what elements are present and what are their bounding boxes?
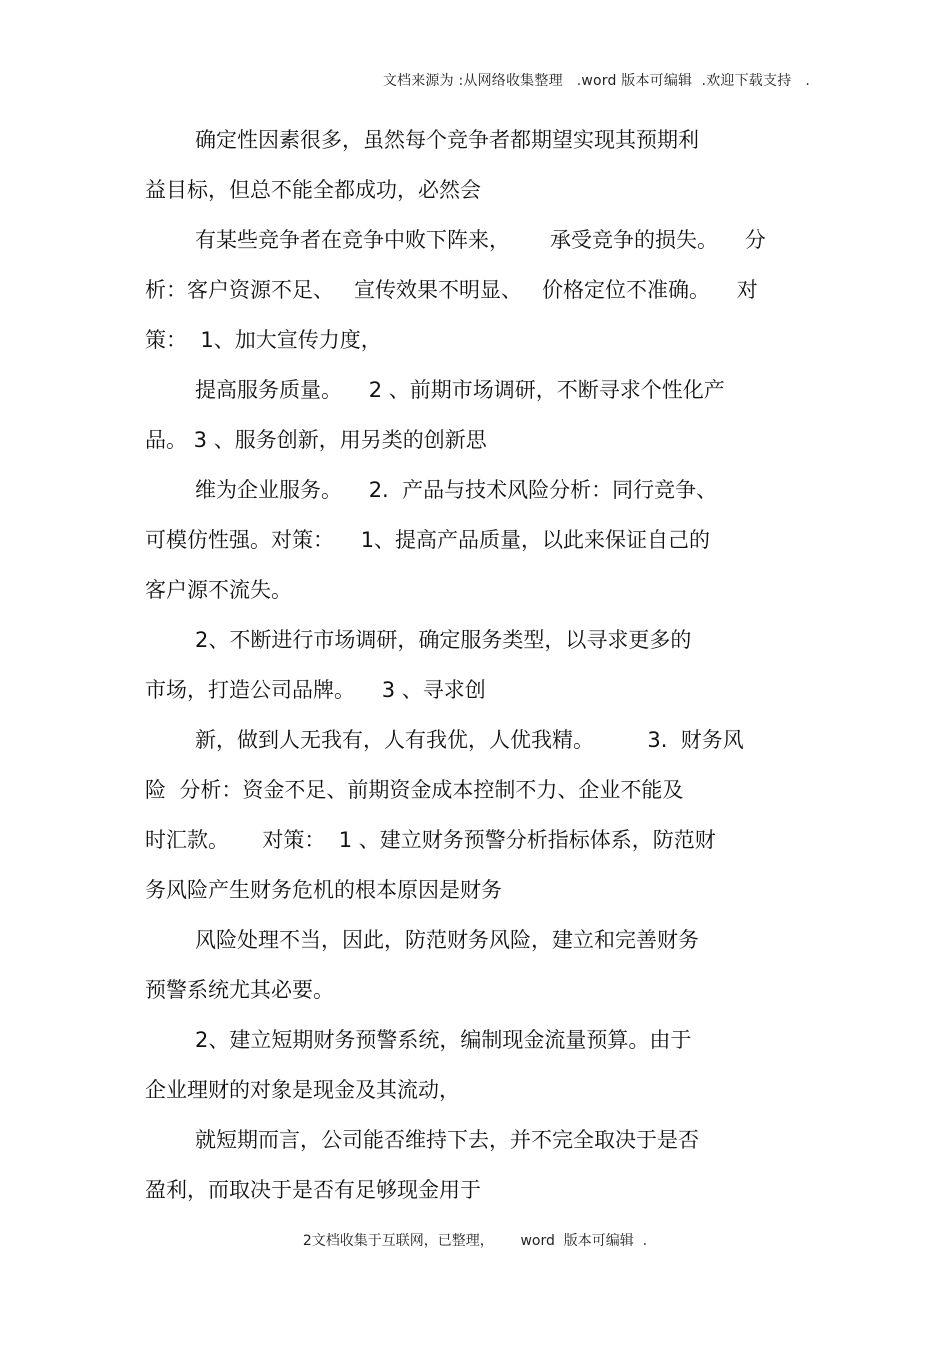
- text-line: 析：客户资源不足、 宣传效果不明显、 价格定位不准确。 对: [145, 278, 758, 302]
- text-line: 企业理财的对象是现金及其流动，: [145, 1078, 460, 1102]
- page-footer: 2文档收集于互联网，已整理， word 版本可编辑 .: [302, 1233, 648, 1249]
- text-line: 盈利，而取决于是否有足够现金用于: [145, 1178, 481, 1202]
- text-line: 务风险产生财务危机的根本原因是财务: [145, 878, 502, 902]
- text-line: 确定性因素很多，虽然每个竞争者都期望实现其预期利: [195, 128, 699, 152]
- text-line: 险 分析：资金不足、前期资金成本控制不力、企业不能及: [145, 778, 684, 802]
- text-line: 客户源不流失。: [145, 578, 292, 602]
- text-line: 提高服务质量。 2 、前期市场调研，不断寻求个性化产: [195, 378, 725, 402]
- text-line: 新，做到人无我有，人有我优，人优我精。 3. 财务风: [195, 728, 744, 752]
- text-line: 策： 1、加大宣传力度，: [145, 328, 382, 352]
- text-line: 预警系统尤其必要。: [145, 978, 334, 1002]
- text-line: 有某些竞争者在竞争中败下阵来， 承受竞争的损失。 分: [195, 228, 766, 252]
- text-line: 益目标，但总不能全都成功，必然会: [145, 178, 481, 202]
- text-line: 风险处理不当，因此，防范财务风险，建立和完善财务: [195, 928, 699, 952]
- text-line: 就短期而言，公司能否维持下去，并不完全取决于是否: [195, 1128, 699, 1152]
- page-header: 文档来源为 :从网络收集整理 .word 版本可编辑 .欢迎下载支持 .: [382, 73, 810, 89]
- text-line: 时汇款。 对策： 1 、建立财务预警分析指标体系，防范财: [145, 828, 716, 852]
- text-line: 2、不断进行市场调研，确定服务类型，以寻求更多的: [195, 628, 692, 652]
- text-line: 2、建立短期财务预警系统，编制现金流量预算。由于: [195, 1028, 692, 1052]
- text-line: 可模仿性强。对策： 1、提高产品质量，以此来保证自己的: [145, 528, 711, 552]
- text-line: 维为企业服务。 2. 产品与技术风险分析：同行竞争、: [195, 478, 718, 502]
- text-line: 市场，打造公司品牌。 3 、寻求创: [145, 678, 486, 702]
- text-line: 品。 3 、服务创新，用另类的创新思: [145, 428, 487, 452]
